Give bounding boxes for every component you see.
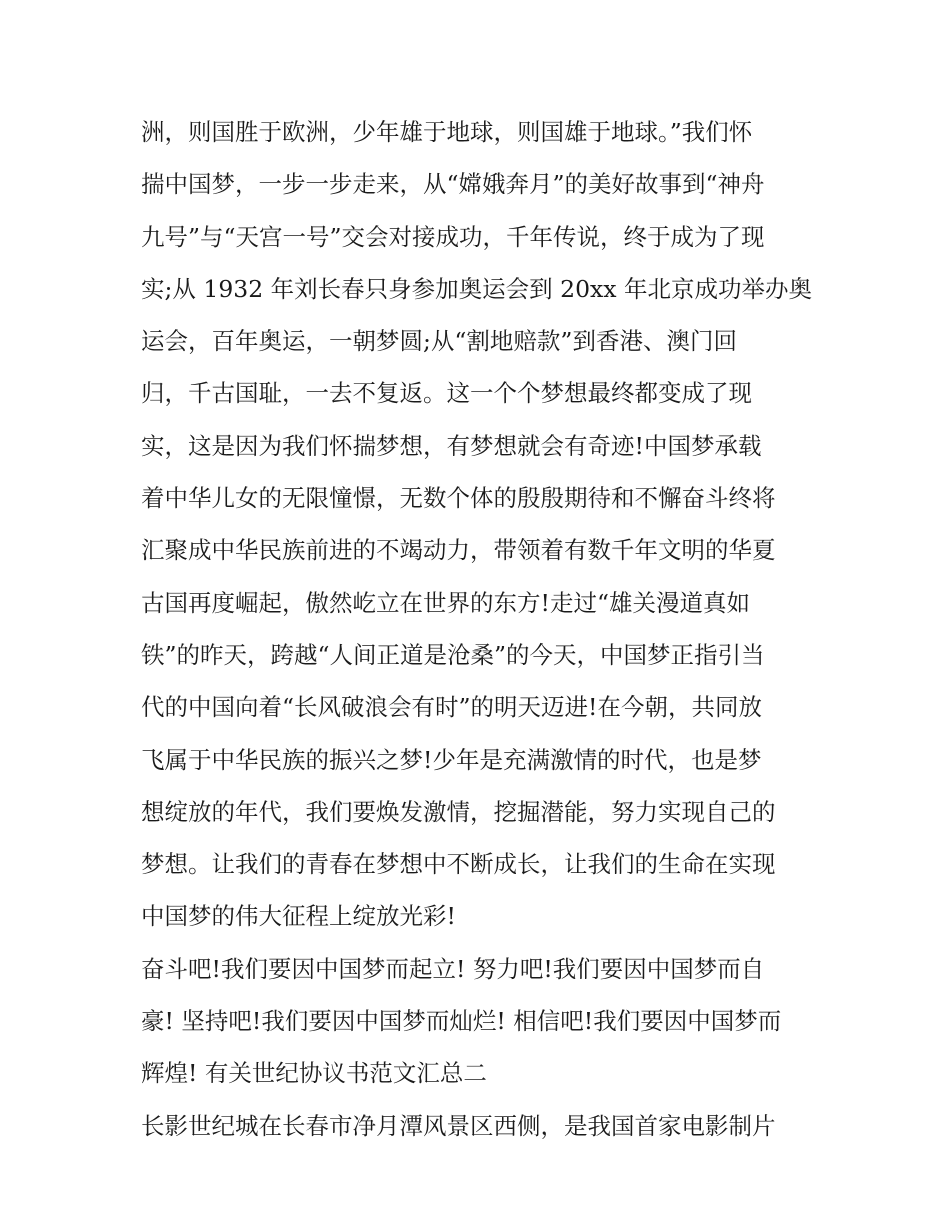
text-line-2: 揣中国梦，一步一步走来，从“嫦娥奔月”的美好故事到“神舟 — [141, 170, 765, 199]
text-line-15: 梦想。让我们的青春在梦想中不断成长，让我们的生命在实现 — [141, 850, 776, 879]
text-line-17: 奋斗吧!我们要因中国梦而起立! 努力吧!我们要因中国梦而自 — [141, 954, 765, 983]
text-line-6: 归，千古国耻，一去不复返。这一个个梦想最终都变成了现 — [141, 379, 752, 408]
text-line-3: 九号”与“天宫一号”交会对接成功，千年传说，终于成为了现 — [141, 222, 765, 251]
text-line-16: 中国梦的伟大征程上绽放光彩! — [141, 902, 456, 931]
text-line-7: 实，这是因为我们怀揣梦想，有梦想就会有奇迹!中国梦承载 — [141, 431, 762, 460]
text-line-19: 辉煌! 有关世纪协议书范文汇总二 — [141, 1059, 487, 1088]
document-body — [141, 106, 821, 1152]
text-line-12: 代的中国向着“长风破浪会有时”的明天迈进!在今朝，共同放 — [141, 693, 762, 722]
text-line-1: 洲，则国胜于欧洲，少年雄于地球，则国雄于地球。”我们怀 — [141, 118, 753, 146]
text-line-13: 飞属于中华民族的振兴之梦!少年是充满激情的时代，也是梦 — [141, 745, 762, 774]
text-line-14: 想绽放的年代，我们要焕发激情，挖掘潜能，努力实现自己的 — [141, 797, 776, 826]
text-line-4: 实;从 1932 年刘长春只身参加奥运会到 20xx 年北京成功举办奥 — [141, 274, 813, 303]
text-line-11: 铁”的昨天，跨越“人间正道是沧桑”的今天，中国梦正指引当 — [141, 640, 765, 669]
text-line-8: 着中华儿女的无限憧憬，无数个体的殷殷期待和不懈奋斗终将 — [141, 484, 776, 513]
text-line-10: 古国再度崛起，傲然屹立在世界的东方!走过“雄关漫道真如 — [141, 588, 750, 617]
text-line-18: 豪! 坚持吧!我们要因中国梦而灿烂! 相信吧!我们要因中国梦而 — [141, 1007, 782, 1036]
text-line-5: 运会，百年奥运，一朝梦圆;从“割地赔款”到香港、澳门回 — [141, 327, 737, 356]
text-line-20: 长影世纪城在长春市净月潭风景区西侧，是我国首家电影制片 — [141, 1111, 776, 1140]
text-line-9: 汇聚成中华民族前进的不竭动力，带领着有数千年文明的华夏 — [141, 536, 776, 565]
